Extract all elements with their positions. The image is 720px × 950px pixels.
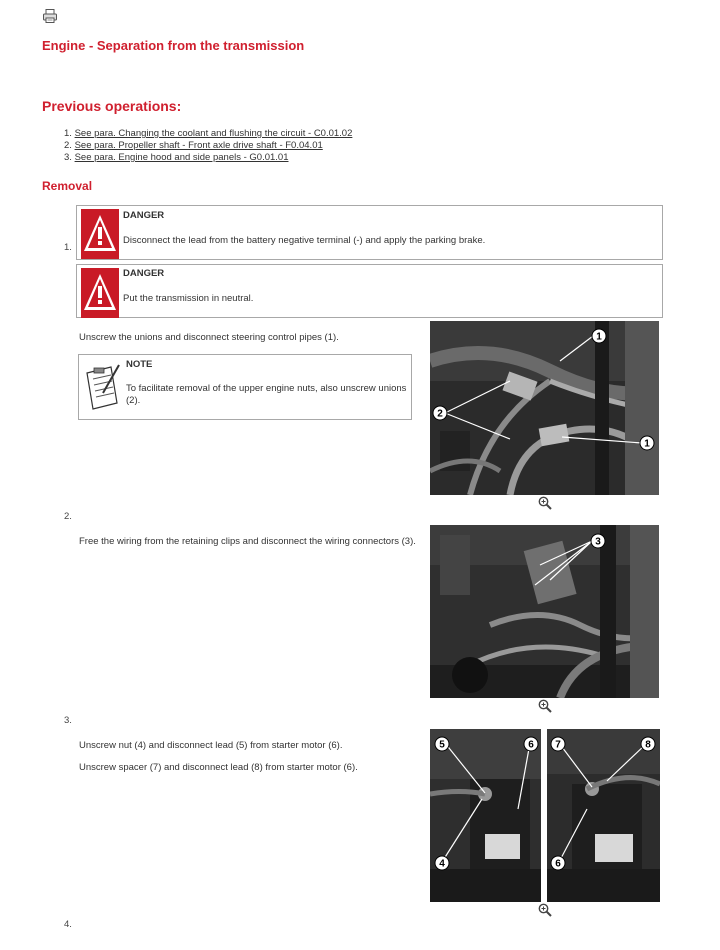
danger-text: Put the transmission in neutral. bbox=[123, 293, 254, 304]
step-number-4: 4. bbox=[64, 919, 72, 930]
note-title: NOTE bbox=[126, 359, 153, 370]
printer-icon[interactable] bbox=[42, 8, 58, 24]
previous-operations-list bbox=[64, 128, 352, 164]
zoom-in-icon[interactable] bbox=[538, 496, 552, 510]
page-title: Engine - Separation from the transmission bbox=[42, 38, 305, 53]
list-item-number: 1. bbox=[64, 128, 72, 139]
step-4-instruction-2: Unscrew spacer (7) and disconnect lead (8) from starter motor (6). bbox=[79, 762, 358, 773]
note-box bbox=[78, 354, 412, 420]
photo-steering-pipes bbox=[430, 321, 659, 495]
svg-text:1: 1 bbox=[644, 438, 650, 450]
photo-starter-motor-left bbox=[430, 729, 541, 902]
danger-box-1 bbox=[76, 205, 663, 260]
callout-8 bbox=[640, 736, 656, 752]
notepad-icon bbox=[81, 363, 121, 411]
callout-5 bbox=[434, 736, 450, 752]
danger-text: Disconnect the lead from the battery negative terminal (-) and apply the parking brake. bbox=[123, 235, 486, 246]
danger-title: DANGER bbox=[123, 210, 165, 221]
previous-operations-heading: Previous operations: bbox=[42, 98, 182, 114]
danger-box-2 bbox=[76, 264, 663, 318]
step-3-instruction: Free the wiring from the retaining clips and disconnect the wiring connectors (3). bbox=[79, 536, 416, 547]
svg-text:5: 5 bbox=[439, 739, 445, 751]
link-coolant[interactable]: See para. Changing the coolant and flushing the circuit - C0.01.02 bbox=[74, 128, 353, 139]
svg-text:8: 8 bbox=[645, 739, 651, 751]
callout-6 bbox=[550, 855, 566, 871]
svg-text:3: 3 bbox=[595, 536, 601, 548]
step-number-1: 1. bbox=[64, 242, 72, 253]
removal-heading: Removal bbox=[42, 179, 93, 193]
list-item bbox=[64, 152, 352, 164]
callout-2 bbox=[432, 405, 448, 421]
link-engine-hood[interactable]: See para. Engine hood and side panels - G0.01.01 bbox=[74, 152, 289, 163]
step-number-3: 3. bbox=[64, 715, 72, 726]
danger-triangle-icon bbox=[81, 268, 119, 318]
link-propeller-shaft[interactable]: See para. Propeller shaft - Front axle drive shaft - F0.04.01 bbox=[74, 140, 323, 151]
callout-4 bbox=[434, 855, 450, 871]
photo-starter-motor-right bbox=[547, 729, 660, 902]
danger-title: DANGER bbox=[123, 268, 165, 279]
callout-3 bbox=[590, 533, 606, 549]
list-item-number: 2. bbox=[64, 140, 72, 151]
svg-text:1: 1 bbox=[596, 331, 602, 343]
callout-6 bbox=[523, 736, 539, 752]
svg-text:6: 6 bbox=[528, 739, 534, 751]
svg-text:7: 7 bbox=[555, 739, 561, 751]
callout-1 bbox=[639, 435, 655, 451]
svg-text:2: 2 bbox=[437, 408, 443, 420]
photo-wiring-connectors bbox=[430, 525, 659, 698]
danger-triangle-icon bbox=[81, 209, 119, 259]
list-item-number: 3. bbox=[64, 152, 72, 163]
list-item bbox=[64, 140, 352, 152]
step-number-2: 2. bbox=[64, 511, 72, 522]
step-2-instruction: Unscrew the unions and disconnect steering control pipes (1). bbox=[79, 332, 339, 343]
zoom-in-icon[interactable] bbox=[538, 903, 552, 917]
svg-text:6: 6 bbox=[555, 858, 561, 870]
svg-text:4: 4 bbox=[439, 858, 445, 870]
callout-7 bbox=[550, 736, 566, 752]
step-4-instruction-1: Unscrew nut (4) and disconnect lead (5) from starter motor (6). bbox=[79, 740, 343, 751]
list-item bbox=[64, 128, 352, 140]
note-text: To facilitate removal of the upper engine nuts, also unscrew unions (2). bbox=[126, 383, 407, 406]
zoom-in-icon[interactable] bbox=[538, 699, 552, 713]
callout-1 bbox=[591, 328, 607, 344]
